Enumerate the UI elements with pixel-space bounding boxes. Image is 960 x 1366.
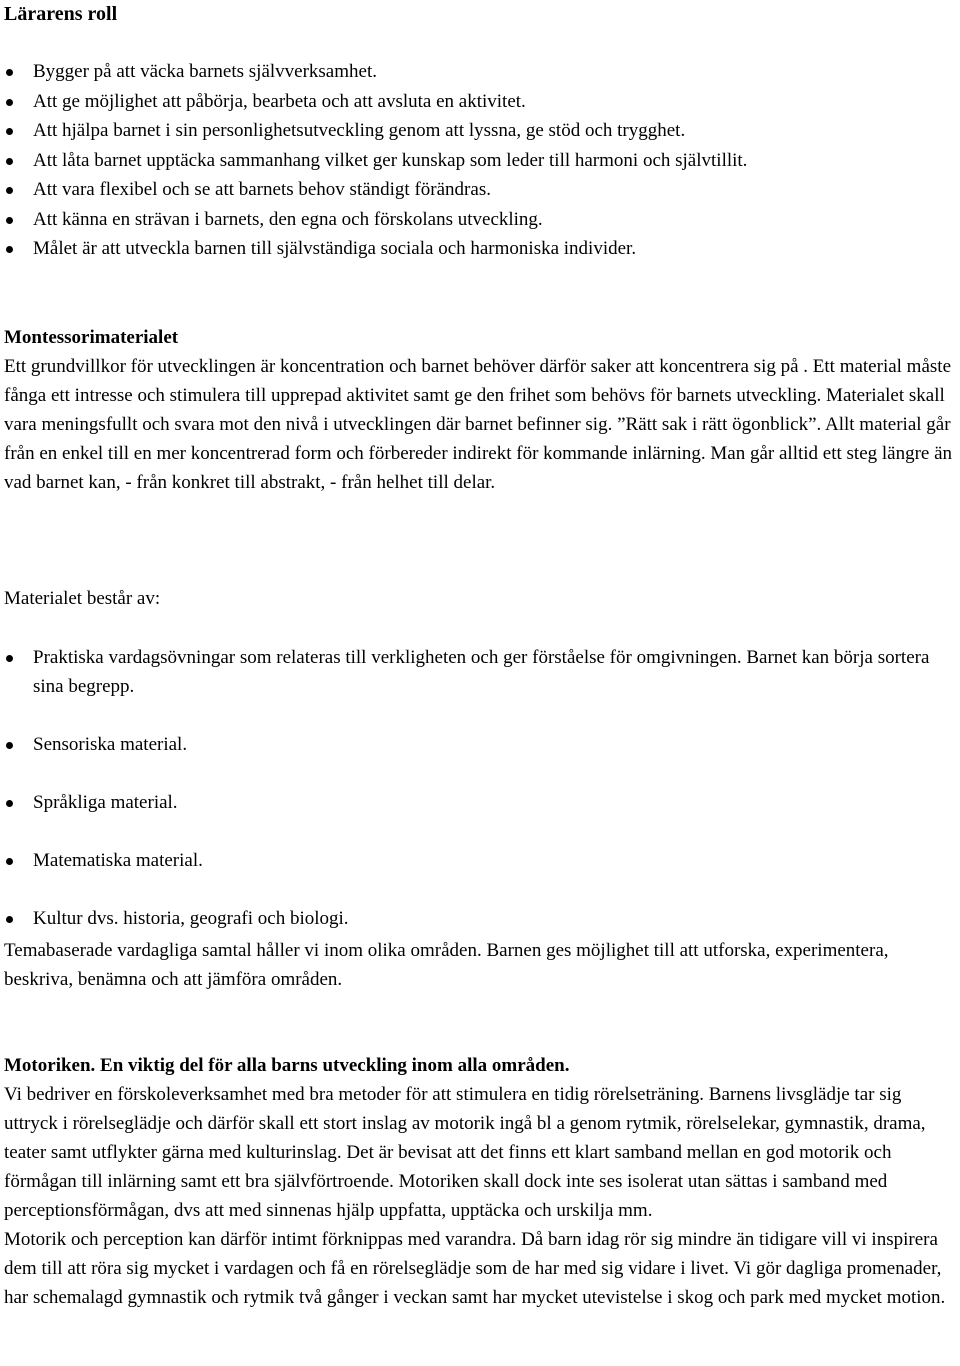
bullet-icon — [6, 217, 13, 224]
section-materialet — [4, 584, 960, 613]
list-item: Språkliga material. — [4, 788, 932, 817]
list-item: Kultur dvs. historia, geografi och biologi. — [4, 904, 932, 933]
bullet-icon — [6, 858, 13, 865]
larares-roll-list — [4, 57, 954, 264]
section-montessori — [4, 323, 956, 497]
materialet-after — [4, 936, 900, 994]
list-item: Matematiska material. — [4, 846, 932, 875]
list-item: Att ge möjlighet att påbörja, bearbeta och att avsluta en aktivitet. — [4, 87, 954, 117]
paragraph: Ett grundvillkor för utvecklingen är koncentration och barnet behöver därför saker att koncentrera sig på . Ett material måste fånga ett intresse och stimulera till upprepad aktivitet samt ge den frihet som behövs för barnets utveckling. Materialet skall vara meningsfullt och svara mot den nivå i utvecklingen där barnet befinner sig. ”Rätt sak i rätt ögonblick”. Allt material går från en enkel till en mer koncentrerad form och förbereder indirekt för kommande inlärning. Man går alltid ett steg längre än vad barnet kan, - från konkret till abstrakt, - från helhet till delar. — [4, 356, 953, 493]
bullet-icon — [6, 742, 13, 749]
bullet-icon — [6, 158, 13, 165]
section-title: Motoriken. En viktig del för alla barns utveckling inom alla områden. — [4, 1055, 570, 1076]
list-item: Att vara flexibel och se att barnets behov ständigt förändras. — [4, 175, 954, 205]
paragraph: Motorik och perception kan därför intimt förknippas med varandra. Då barn idag rör sig mindre än tidigare vill vi inspirera dem till att röra sig mycket i vardagen och få en rörelseglädje som de har med sig vidare i livet. Vi gör dagliga promenader, har schemalagd gymnastik och rytmik två gånger i veckan samt har mycket utevistelse i skog och park med mycket motion. — [4, 1229, 946, 1308]
bullet-icon — [6, 99, 13, 106]
list-item: Att låta barnet upptäcka sammanhang vilket ger kunskap som leder till harmoni och självtillit. — [4, 146, 954, 176]
list-item: Bygger på att väcka barnets självverksamhet. — [4, 57, 954, 87]
list-item: Praktiska vardagsövningar som relateras till verkligheten och ger förståelse för omgivningen. Barnet kan börja sortera sina begrepp. — [4, 643, 932, 701]
materialet-list — [4, 643, 932, 933]
section-title: Montessorimaterialet — [4, 327, 179, 348]
section-intro: Materialet består av: — [4, 588, 161, 609]
list-item: Att hjälpa barnet i sin personlighetsutveckling genom att lyssna, ge stöd och trygghet. — [4, 116, 954, 146]
list-item: Sensoriska material. — [4, 730, 932, 759]
bullet-icon — [6, 916, 13, 923]
paragraph: Temabaserade vardagliga samtal håller vi inom olika områden. Barnen ges möjlighet till att utforska, experimentera, beskriva, benämna och att jämföra områden. — [4, 940, 889, 990]
list-item: Att känna en strävan i barnets, den egna och förskolans utveckling. — [4, 205, 954, 235]
section-title: Lärarens roll — [4, 3, 118, 25]
list-item: Målet är att utveckla barnen till självständiga sociala och harmoniska individer. — [4, 234, 954, 264]
bullet-icon — [6, 128, 13, 135]
bullet-icon — [6, 187, 13, 194]
section-motoriken — [4, 1051, 956, 1312]
bullet-icon — [6, 655, 13, 662]
section-larares-roll — [4, 0, 960, 29]
paragraph: Vi bedriver en förskoleverksamhet med bra metoder för att stimulera en tidig rörelseträning. Barnens livsglädje tar sig uttryck i rörelseglädje och därför skall ett stort inslag av motorik ingå bl a genom rytmik, rörelselekar, gymnastik, drama, teater samt utflykter gärna med kulturinslag. Det är bevisat att det finns ett klart samband mellan en god motorik och förmågan till inlärning samt ett bra självförtroende. Motoriken skall dock inte ses isolerat utan sättas i samband med perceptionsförmågan, dvs att med sinnenas hjälp uppfatta, upptäcka och urskilja mm. — [4, 1084, 926, 1221]
bullet-icon — [6, 69, 13, 76]
bullet-icon — [6, 800, 13, 807]
bullet-icon — [6, 246, 13, 253]
